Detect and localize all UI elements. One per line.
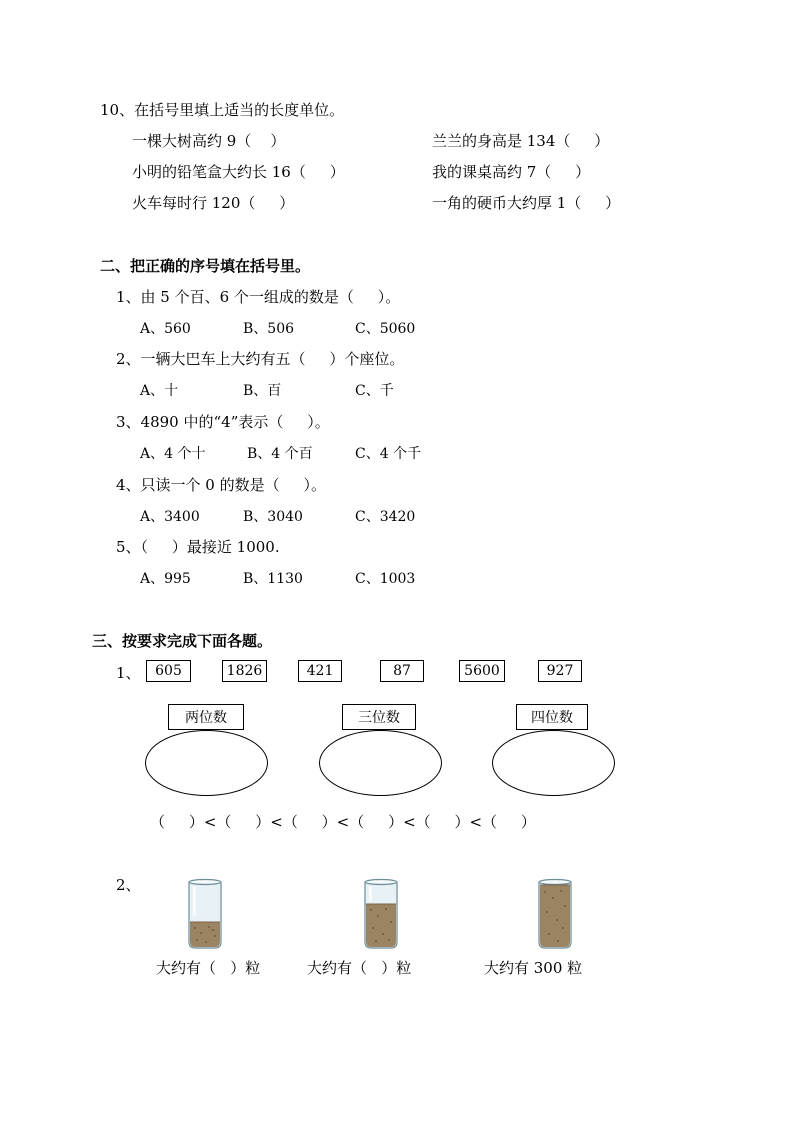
jar-estimate-3: 大约有 300 粒 bbox=[484, 959, 583, 977]
s2-q5-option-a: A、995 bbox=[140, 571, 191, 587]
s2-question-3: 3、4890 中的“4”表示（ ）。 bbox=[116, 413, 330, 431]
s2-q4-option-c: C、3420 bbox=[355, 509, 416, 525]
s2-q1-option-c: C、5060 bbox=[355, 321, 416, 337]
q10-item-height: 兰兰的身高是 134（ ） bbox=[432, 132, 610, 150]
s2-q2-option-a: A、十 bbox=[140, 383, 179, 399]
number-box: 1826 bbox=[222, 660, 267, 682]
section2-title: 二、把正确的序号填在括号里。 bbox=[100, 257, 311, 275]
s2-question-5: 5、（ ）最接近 1000. bbox=[116, 538, 280, 556]
number-box: 87 bbox=[380, 660, 424, 682]
s2-question-4: 4、只读一个 0 的数是（ ）。 bbox=[116, 476, 326, 494]
jar-estimate-2: 大约有（ ）粒 bbox=[307, 959, 412, 977]
s2-q2-option-b: B、百 bbox=[243, 383, 282, 399]
number-box: 605 bbox=[146, 660, 191, 682]
s2-q4-option-a: A、3400 bbox=[140, 509, 200, 525]
s2-q3-option-b: B、4 个百 bbox=[247, 446, 313, 462]
rice-jar-icon bbox=[186, 878, 224, 950]
s2-q3-option-c: C、4 个千 bbox=[355, 446, 422, 462]
s2-question-1: 1、由 5 个百、6 个一组成的数是（ ）。 bbox=[116, 288, 401, 306]
s2-q5-option-c: C、1003 bbox=[355, 571, 416, 587]
category-label-three-digit: 三位数 bbox=[342, 704, 416, 730]
q10-item-train: 火车每时行 120（ ） bbox=[132, 194, 295, 212]
jar-estimate-1: 大约有（ ）粒 bbox=[156, 959, 261, 977]
rice-jar-icon bbox=[536, 878, 574, 950]
category-label-two-digit: 两位数 bbox=[168, 704, 244, 730]
q10-item-coin: 一角的硬币大约厚 1（ ） bbox=[432, 194, 621, 212]
s2-q3-option-a: A、4 个十 bbox=[140, 446, 206, 462]
s3-q2-label: 2、 bbox=[116, 876, 141, 894]
s2-q4-option-b: B、3040 bbox=[243, 509, 303, 525]
s2-question-2: 2、一辆大巴车上大约有五（ ）个座位。 bbox=[116, 350, 405, 368]
q10-title: 10、在括号里填上适当的长度单位。 bbox=[100, 101, 345, 119]
s2-q5-option-b: B、1130 bbox=[243, 571, 303, 587]
q10-item-pencilbox: 小明的铅笔盒大约长 16（ ） bbox=[132, 163, 345, 181]
s3-q1-label: 1、 bbox=[116, 664, 141, 682]
answer-ellipse-two-digit[interactable] bbox=[145, 730, 268, 796]
answer-ellipse-four-digit[interactable] bbox=[492, 730, 615, 796]
category-label-four-digit: 四位数 bbox=[516, 704, 588, 730]
number-box: 5600 bbox=[459, 660, 505, 682]
section3-title: 三、按要求完成下面各题。 bbox=[92, 632, 273, 650]
order-line: （ ）<（ ）<（ ）<（ ）<（ ）<（ ） bbox=[150, 813, 536, 831]
s2-q1-option-b: B、506 bbox=[243, 321, 295, 337]
rice-jar-icon bbox=[362, 878, 400, 950]
s2-q1-option-a: A、560 bbox=[140, 321, 191, 337]
answer-ellipse-three-digit[interactable] bbox=[319, 730, 442, 796]
s2-q2-option-c: C、千 bbox=[355, 383, 394, 399]
q10-item-desk: 我的课桌高约 7（ ） bbox=[432, 163, 591, 181]
number-box: 421 bbox=[298, 660, 342, 682]
number-box: 927 bbox=[538, 660, 582, 682]
q10-item-tree: 一棵大树高约 9（ ） bbox=[132, 132, 286, 150]
